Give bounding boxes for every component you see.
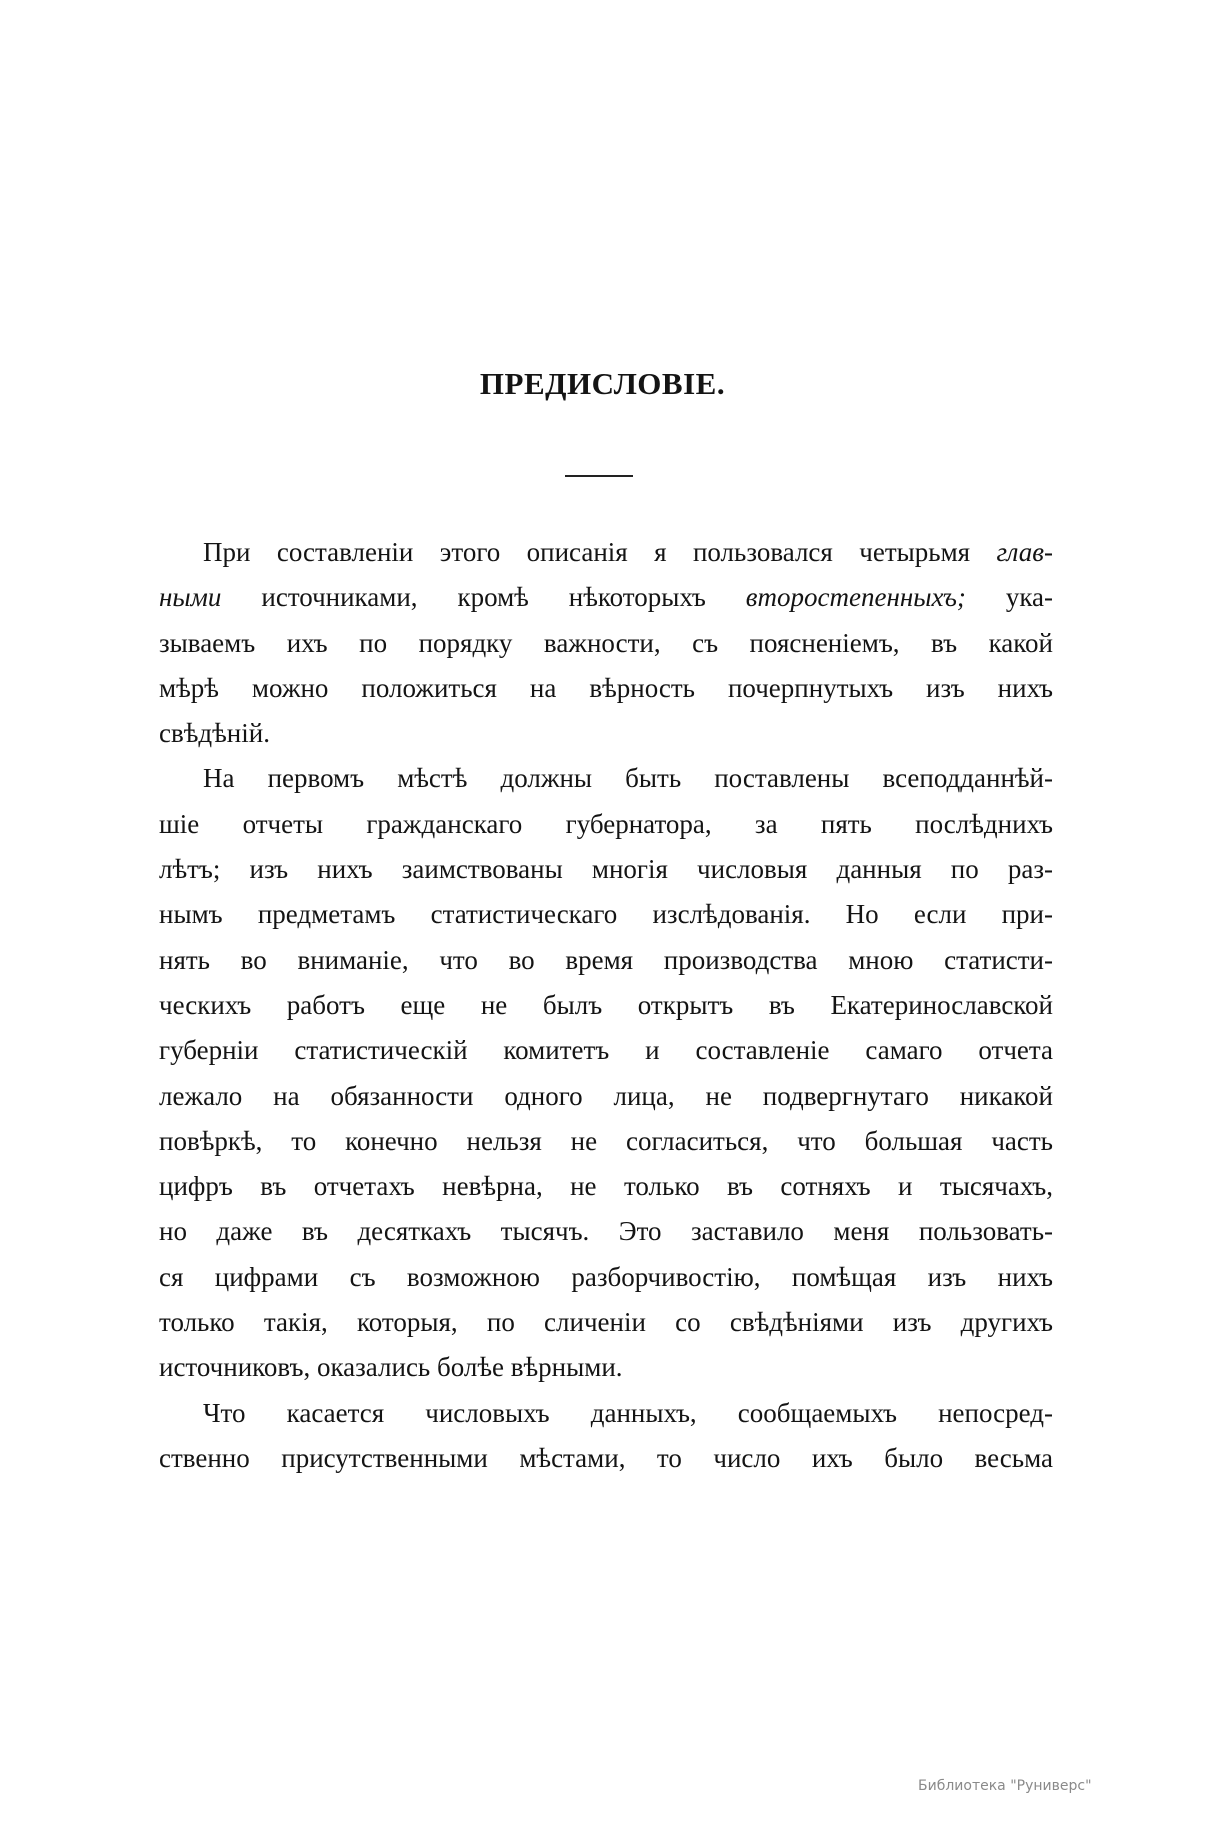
text-line bbox=[159, 1119, 1053, 1164]
title-divider bbox=[565, 475, 633, 477]
library-watermark: Библиотека "Руниверс" bbox=[918, 1778, 1092, 1794]
text-segment: но даже въ десяткахъ тысячъ. Это заставило меня пользовать- bbox=[159, 1216, 1053, 1247]
text-segment: ческихъ работъ еще не былъ открытъ въ Екатеринославской bbox=[159, 989, 1053, 1020]
text-segment: источниками, кромѣ нѣкоторыхъ bbox=[221, 582, 746, 613]
text-segment: нять во вниманіе, что во время производства мною статисти- bbox=[159, 944, 1053, 975]
text-line bbox=[159, 1300, 1053, 1345]
text-line bbox=[159, 802, 1053, 847]
text-segment: При составленіи этого описанія я пользовался четырьмя bbox=[203, 537, 997, 567]
text-segment: лежало на обязанности одного лица, не подвергнутаго никакой bbox=[159, 1080, 1053, 1111]
text-segment: зываемъ ихъ по порядку важности, съ поясненіемъ, въ какой bbox=[159, 627, 1053, 658]
text-line bbox=[159, 1255, 1053, 1300]
text-segment: свѣдѣній. bbox=[159, 718, 270, 749]
text-line bbox=[159, 1074, 1053, 1119]
page-title: ПРЕДИСЛОВІЕ. bbox=[479, 366, 726, 401]
text-line bbox=[159, 938, 1053, 983]
text-line bbox=[159, 892, 1053, 937]
text-segment: Что касается числовыхъ данныхъ, сообщаемыхъ непосред- bbox=[203, 1397, 1053, 1428]
text-line bbox=[159, 621, 1053, 666]
text-segment: мѣрѣ можно положиться на вѣрность почерпнутыхъ изъ нихъ bbox=[159, 672, 1053, 703]
text-line bbox=[159, 666, 1053, 711]
text-line bbox=[159, 1209, 1053, 1254]
text-line bbox=[159, 983, 1053, 1028]
text-line bbox=[159, 575, 1053, 620]
body-text bbox=[159, 530, 1053, 1481]
text-line bbox=[159, 1436, 1053, 1481]
italic-text: второстепенныхъ; bbox=[745, 582, 966, 613]
text-segment: повѣркѣ, то конечно нельзя не согласиться, что большая часть bbox=[159, 1125, 1053, 1156]
text-line bbox=[159, 1345, 1053, 1390]
text-segment: ука- bbox=[965, 582, 1054, 613]
text-line bbox=[159, 530, 1053, 575]
text-segment: ся цифрами съ возможною разборчивостію, помѣщая изъ нихъ bbox=[159, 1261, 1053, 1292]
text-segment: нымъ предметамъ статистическаго изслѣдованія. Но если при- bbox=[159, 899, 1053, 930]
text-segment: шіе отчеты гражданскаго губернатора, за пять послѣднихъ bbox=[159, 808, 1053, 839]
text-segment: ственно присутственными мѣстами, то число ихъ было весьма bbox=[159, 1442, 1053, 1473]
text-line bbox=[159, 756, 1053, 801]
text-segment: губерніи статистическій комитетъ и составленіе самаго отчета bbox=[159, 1035, 1053, 1066]
text-segment: источниковъ, оказались болѣе вѣрными. bbox=[159, 1352, 623, 1383]
text-line bbox=[159, 1028, 1053, 1073]
italic-text: ными bbox=[159, 582, 222, 613]
text-line bbox=[159, 1391, 1053, 1436]
text-segment: На первомъ мѣстѣ должны быть поставлены всеподданнѣй- bbox=[203, 763, 1053, 794]
text-line bbox=[159, 1164, 1053, 1209]
text-line bbox=[159, 847, 1053, 892]
text-segment: только такія, которыя, по сличеніи со свѣдѣніями изъ другихъ bbox=[159, 1307, 1053, 1338]
italic-text: глав- bbox=[996, 537, 1053, 567]
text-segment: цифръ въ отчетахъ невѣрна, не только въ сотняхъ и тысячахъ, bbox=[159, 1171, 1053, 1202]
text-segment: лѣтъ; изъ нихъ заимствованы многія числовыя данныя по раз- bbox=[159, 854, 1053, 885]
text-line bbox=[159, 711, 1053, 756]
